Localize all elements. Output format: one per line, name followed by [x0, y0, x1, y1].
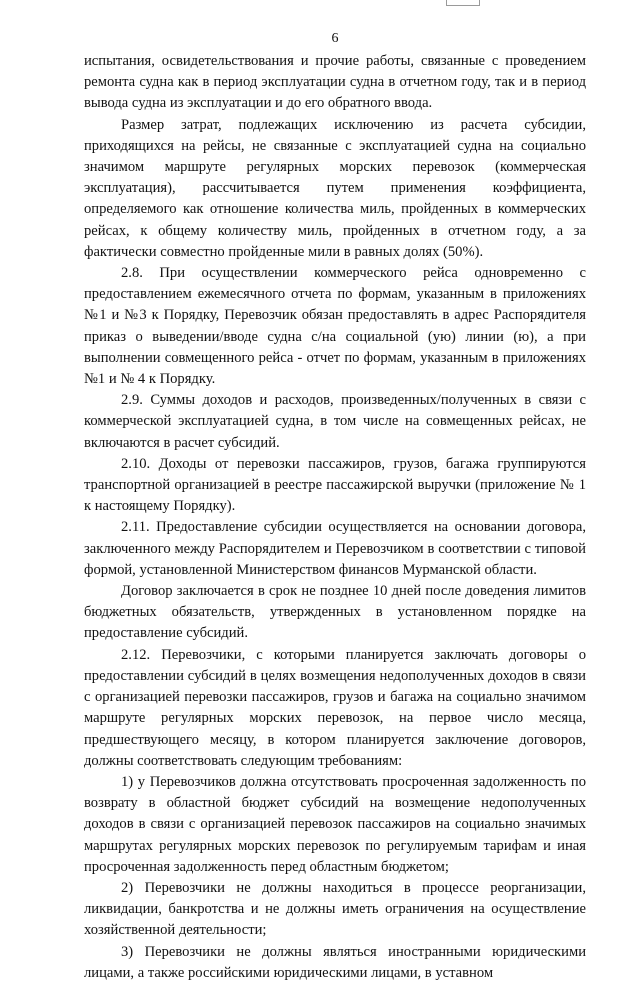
scan-edge-mark: [446, 0, 480, 6]
paragraph-2-10: 2.10. Доходы от перевозки пассажиров, грузов, багажа группируются транспортной организацией в реестре пассажирской выручки (приложение № 1 к настоящему Порядку).: [84, 455, 586, 515]
requirement-3: 3) Перевозчики не должны являться иностранными юридическими лицами, а также российскими юридическими лицами, в уставном: [84, 943, 586, 981]
paragraph-continuation: испытания, освидетельствования и прочие работы, связанные с проведением ремонта судна как в период эксплуатации судна в отчетном году, так и в период вывода судна из эксплуатации и до его обратного ввода.: [84, 53, 586, 112]
requirement-2: 2) Перевозчики не должны находиться в процессе реорганизации, ликвидации, банкротства и не должны иметь ограничения на осуществление хозяйственной деятельности;: [84, 879, 586, 939]
page-number: 6: [331, 31, 339, 46]
paragraph-2-11: 2.11. Предоставление субсидии осуществляется на основании договора, заключенного между Распорядителем и Перевозчиком в соответствии с типовой формой, установленной Министерством финансов Мурманской области.: [84, 519, 586, 578]
paragraph-contract-term: Договор заключается в срок не позднее 10 дней после доведения лимитов бюджетных обязательств, утвержденных в установленном порядке на предоставление субсидий.: [84, 583, 586, 642]
paragraph-2-8: 2.8. При осуществлении коммерческого рейса одновременно с предоставлением ежемесячного отчета по формам, указанным в приложениях №1 и №3 к Порядку, Перевозчик обязан предоставлять в адрес Распорядителя приказ о выведении/вводе судна с/на социальной (ую) линии (ю), а при выполнении совмещенного рейса - отчет по формам, указанным в приложениях №1 и № 4 к Порядку.: [84, 265, 586, 388]
page-body: [84, 30, 586, 984]
paragraph-cost-exclusion: Размер затрат, подлежащих исключению из расчета субсидии, приходящихся на рейсы, не связанные с эксплуатацией судна на социально значимом маршруте регулярных морских перевозок (коммерческая эксплуатация), рассчитывается путем применения коэффициента, определяемого как отношение количества миль, пройденных в коммерческих рейсах, к общему количеству миль, пройденных в отчетном году, а за фактически совместно пройденные мили в равных долях (50%).: [84, 116, 586, 260]
requirement-1: 1) у Перевозчиков должна отсутствовать просроченная задолженность по возврату в областной бюджет субсидий на возмещение недополученных доходов в связи с организацией перевозок пассажиров на социально значимых маршрутах регулярных морских перевозок по регулируемым тарифам и иная просроченная задолженность перед областным бюджетом;: [84, 773, 586, 875]
paragraph-2-9: 2.9. Суммы доходов и расходов, произведенных/полученных в связи с коммерческой эксплуатацией судна, в том числе на совмещенных рейсах, не включаются в расчет субсидий.: [84, 392, 586, 451]
paragraph-2-12: 2.12. Перевозчики, с которыми планируется заключать договоры о предоставлении субсидий в целях возмещения недополученных доходов в связи с организацией перевозки пассажиров, грузов и багажа на социально значимом маршруте регулярных морских перевозок, на первое число месяца, предшествующего месяцу, в котором планируется заключение договоров, должны соответствовать следующим требованиям:: [84, 646, 586, 769]
